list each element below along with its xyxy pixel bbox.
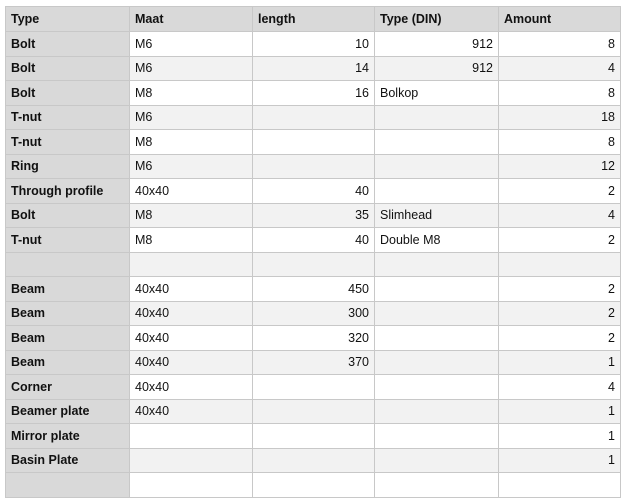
cell-maat[interactable]: M8	[130, 203, 253, 228]
header-length[interactable]: length	[253, 7, 375, 32]
cell-length[interactable]: 450	[253, 277, 375, 302]
cell-length[interactable]: 10	[253, 32, 375, 57]
cell-type[interactable]: Bolt	[6, 56, 130, 81]
table-row	[6, 179, 621, 204]
cell-maat[interactable]: 40x40	[130, 326, 253, 351]
cell-type-din[interactable]: Bolkop	[375, 81, 499, 106]
cell-maat[interactable]: 40x40	[130, 399, 253, 424]
table-row	[6, 56, 621, 81]
cell-length[interactable]	[253, 424, 375, 449]
cell-type[interactable]: Bolt	[6, 32, 130, 57]
cell-length[interactable]	[253, 154, 375, 179]
cell-maat[interactable]: M8	[130, 228, 253, 253]
cell-amount[interactable]: 4	[499, 56, 621, 81]
cell-length[interactable]: 35	[253, 203, 375, 228]
header-row	[6, 7, 621, 32]
cell-type[interactable]: Beam	[6, 301, 130, 326]
cell-amount[interactable]	[499, 252, 621, 277]
cell-type[interactable]: Ring	[6, 154, 130, 179]
cell-length[interactable]	[253, 448, 375, 473]
cell-type-din[interactable]: 912	[375, 56, 499, 81]
cell-maat[interactable]: M6	[130, 32, 253, 57]
cell-length[interactable]: 14	[253, 56, 375, 81]
cell-amount[interactable]: 2	[499, 301, 621, 326]
cell-type[interactable]: Beam	[6, 277, 130, 302]
cell-length[interactable]	[253, 375, 375, 400]
cell-type-din[interactable]	[375, 130, 499, 155]
cell-amount[interactable]: 2	[499, 277, 621, 302]
cell-amount[interactable]: 2	[499, 179, 621, 204]
table-row	[6, 448, 621, 473]
cell-amount[interactable]	[499, 473, 621, 498]
cell-amount[interactable]: 8	[499, 130, 621, 155]
cell-maat[interactable]: 40x40	[130, 301, 253, 326]
cell-type-din[interactable]: 912	[375, 32, 499, 57]
cell-maat[interactable]	[130, 473, 253, 498]
cell-type-din[interactable]	[375, 179, 499, 204]
cell-length[interactable]	[253, 399, 375, 424]
table-row	[6, 424, 621, 449]
cell-type[interactable]: Bolt	[6, 81, 130, 106]
cell-type-din[interactable]: Double M8	[375, 228, 499, 253]
cell-type-din[interactable]: Slimhead	[375, 203, 499, 228]
cell-amount[interactable]: 1	[499, 448, 621, 473]
cell-amount[interactable]: 1	[499, 399, 621, 424]
cell-maat[interactable]: 40x40	[130, 350, 253, 375]
cell-type-din[interactable]	[375, 473, 499, 498]
cell-type-din[interactable]	[375, 154, 499, 179]
cell-maat[interactable]: 40x40	[130, 277, 253, 302]
cell-type[interactable]	[6, 473, 130, 498]
cell-type[interactable]: Bolt	[6, 203, 130, 228]
cell-maat[interactable]: M8	[130, 130, 253, 155]
cell-maat[interactable]: M6	[130, 56, 253, 81]
table-row	[6, 154, 621, 179]
cell-maat[interactable]: M8	[130, 81, 253, 106]
cell-amount[interactable]: 2	[499, 228, 621, 253]
table-row	[6, 203, 621, 228]
cell-length[interactable]: 40	[253, 228, 375, 253]
cell-type-din[interactable]	[375, 399, 499, 424]
cell-amount[interactable]: 4	[499, 375, 621, 400]
table-row	[6, 399, 621, 424]
cell-maat[interactable]	[130, 424, 253, 449]
cell-type[interactable]: Beam	[6, 350, 130, 375]
cell-type-din[interactable]	[375, 252, 499, 277]
cell-maat[interactable]: 40x40	[130, 179, 253, 204]
cell-length[interactable]: 300	[253, 301, 375, 326]
cell-amount[interactable]: 8	[499, 81, 621, 106]
cell-amount[interactable]: 1	[499, 350, 621, 375]
cell-type[interactable]	[6, 252, 130, 277]
table-row	[6, 81, 621, 106]
cell-amount[interactable]: 1	[499, 424, 621, 449]
table-row	[6, 301, 621, 326]
table-row	[6, 473, 621, 498]
cell-amount[interactable]: 2	[499, 326, 621, 351]
cell-amount[interactable]: 12	[499, 154, 621, 179]
cell-type[interactable]: Basin Plate	[6, 448, 130, 473]
cell-type-din[interactable]	[375, 301, 499, 326]
cell-maat[interactable]: 40x40	[130, 375, 253, 400]
table-row	[6, 326, 621, 351]
cell-length[interactable]	[253, 252, 375, 277]
cell-amount[interactable]: 4	[499, 203, 621, 228]
cell-type[interactable]: T-nut	[6, 228, 130, 253]
cell-maat[interactable]	[130, 448, 253, 473]
cell-type-din[interactable]	[375, 424, 499, 449]
table-row	[6, 277, 621, 302]
cell-length[interactable]	[253, 130, 375, 155]
cell-length[interactable]: 16	[253, 81, 375, 106]
cell-type[interactable]: Beam	[6, 326, 130, 351]
parts-table	[5, 6, 621, 498]
header-type-din[interactable]: Type (DIN)	[375, 7, 499, 32]
cell-type[interactable]: T-nut	[6, 105, 130, 130]
cell-type[interactable]: Corner	[6, 375, 130, 400]
cell-length[interactable]: 370	[253, 350, 375, 375]
table-row	[6, 105, 621, 130]
cell-type[interactable]: Beamer plate	[6, 399, 130, 424]
cell-amount[interactable]: 8	[499, 32, 621, 57]
cell-type-din[interactable]	[375, 375, 499, 400]
cell-type-din[interactable]	[375, 105, 499, 130]
cell-length[interactable]: 40	[253, 179, 375, 204]
table-row	[6, 228, 621, 253]
header-maat[interactable]: Maat	[130, 7, 253, 32]
cell-amount[interactable]: 18	[499, 105, 621, 130]
table-row	[6, 350, 621, 375]
table-row	[6, 32, 621, 57]
cell-length[interactable]	[253, 105, 375, 130]
cell-maat[interactable]	[130, 252, 253, 277]
cell-type-din[interactable]	[375, 277, 499, 302]
cell-type[interactable]: Mirror plate	[6, 424, 130, 449]
table-row	[6, 130, 621, 155]
cell-type[interactable]: Through profile	[6, 179, 130, 204]
table-row	[6, 252, 621, 277]
cell-maat[interactable]: M6	[130, 105, 253, 130]
cell-type-din[interactable]	[375, 326, 499, 351]
cell-type[interactable]: T-nut	[6, 130, 130, 155]
header-type[interactable]: Type	[6, 7, 130, 32]
cell-type-din[interactable]	[375, 350, 499, 375]
cell-maat[interactable]: M6	[130, 154, 253, 179]
cell-length[interactable]: 320	[253, 326, 375, 351]
cell-length[interactable]	[253, 473, 375, 498]
header-amount[interactable]: Amount	[499, 7, 621, 32]
table-row	[6, 375, 621, 400]
cell-type-din[interactable]	[375, 448, 499, 473]
